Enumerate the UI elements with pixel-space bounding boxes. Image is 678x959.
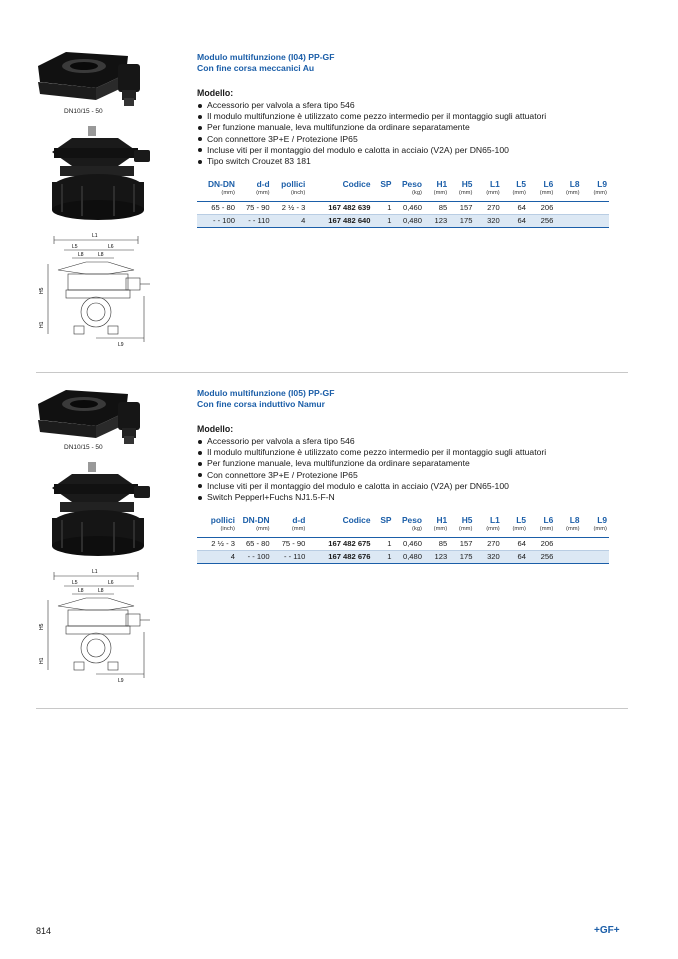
unit-cell: (mm)	[197, 190, 237, 202]
product-figures	[36, 40, 186, 360]
table-header: Codice	[342, 515, 371, 526]
unit-cell: (mm)	[474, 526, 501, 538]
product-title: Modulo multifunzione (I05) PP-GF	[197, 388, 335, 398]
table-cell: - - 110	[272, 551, 308, 564]
table-cell: 206	[528, 202, 555, 215]
table-row	[197, 551, 609, 564]
table-cell: 320	[474, 215, 501, 228]
table-cell: 175	[449, 215, 474, 228]
table-cell: 75 - 90	[272, 538, 308, 551]
unit-cell: (mm)	[555, 190, 581, 202]
list-item: Per funzione manuale, leva multifunzione da ordinare separatamente	[197, 458, 627, 469]
table-header: L8	[569, 179, 580, 190]
table-cell: 320	[474, 551, 501, 564]
table-cell: - - 100	[197, 215, 237, 228]
table-cell	[555, 202, 581, 215]
unit-cell: (mm)	[449, 190, 474, 202]
unit-cell: (mm)	[582, 526, 609, 538]
dim-label-l1: L1	[92, 233, 98, 239]
product-code-cell: 167 482 675	[307, 538, 372, 551]
table-header: SP	[380, 179, 392, 190]
table-header: pollici	[281, 179, 306, 190]
spec-table	[197, 515, 609, 564]
unit-cell	[307, 190, 372, 202]
table-row	[197, 538, 609, 551]
table-header: L5	[516, 515, 526, 526]
dn-size-label: DN10/15 - 50	[64, 444, 103, 451]
dim-label-l9: L9	[118, 342, 124, 348]
list-item: Con connettore 3P+E / Protezione IP65	[197, 470, 627, 481]
module-photo	[36, 48, 156, 110]
unit-cell: (mm)	[237, 190, 272, 202]
unit-cell: (mm)	[474, 190, 501, 202]
table-header: L1	[489, 179, 500, 190]
table-header: DN-DN	[207, 179, 235, 190]
unit-cell: (mm)	[502, 190, 528, 202]
table-header: d-d	[292, 515, 306, 526]
table-cell: 1	[373, 551, 394, 564]
section-divider	[36, 708, 628, 709]
table-header: SP	[380, 515, 392, 526]
table-cell: 270	[474, 538, 501, 551]
unit-cell: (mm)	[424, 190, 449, 202]
dim-label-l8a: L8	[78, 252, 84, 258]
table-row	[197, 202, 609, 215]
table-cell: 0,480	[394, 215, 424, 228]
table-header: DN-DN	[242, 515, 270, 526]
list-item: Incluse viti per il montaggio del modulo e calotta in acciaio (V2A) per DN65-100	[197, 145, 627, 156]
table-header: Peso	[401, 179, 422, 190]
unit-cell: (mm)	[272, 526, 308, 538]
spec-table	[197, 179, 609, 228]
table-header: H1	[436, 179, 448, 190]
dn-size-label: DN10/15 - 50	[64, 108, 103, 115]
dim-label-l6: L6	[108, 580, 114, 586]
table-header-row	[197, 515, 609, 526]
unit-cell: (mm)	[237, 526, 272, 538]
brand-logo: +GF+	[594, 925, 620, 936]
table-header: L8	[569, 515, 580, 526]
list-item: Switch Pepperl+Fuchs NJ1.5-F-N	[197, 492, 627, 503]
table-cell: 175	[449, 551, 474, 564]
table-header: Codice	[342, 179, 371, 190]
unit-cell: (mm)	[555, 526, 581, 538]
table-cell: 2 ½ - 3	[197, 538, 237, 551]
table-header: L6	[543, 515, 554, 526]
unit-cell: (mm)	[424, 526, 449, 538]
list-item: Per funzione manuale, leva multifunzione da ordinare separatamente	[197, 122, 627, 133]
table-cell	[555, 215, 581, 228]
table-cell: 85	[424, 538, 449, 551]
table-units-row	[197, 526, 609, 538]
table-cell: 256	[528, 215, 555, 228]
table-cell: 4	[197, 551, 237, 564]
valve-assembly-photo	[42, 458, 162, 558]
table-cell	[582, 202, 609, 215]
dim-label-h5: H5	[39, 287, 45, 294]
table-cell	[555, 538, 581, 551]
table-units-row	[197, 190, 609, 202]
table-cell: 64	[502, 215, 528, 228]
table-cell: 157	[449, 202, 474, 215]
module-photo	[36, 386, 156, 448]
table-header: L9	[597, 179, 607, 190]
table-cell	[555, 551, 581, 564]
table-cell: 75 - 90	[237, 202, 272, 215]
table-header: pollici	[210, 515, 235, 526]
table-cell: 65 - 80	[237, 538, 272, 551]
modello-heading: Modello:	[197, 424, 234, 434]
table-header: L5	[516, 179, 526, 190]
section-divider	[36, 372, 628, 373]
table-header: Peso	[401, 515, 422, 526]
table-header: H5	[461, 179, 473, 190]
dim-label-h1: H1	[39, 321, 45, 328]
valve-assembly-photo	[42, 122, 162, 222]
unit-cell: (mm)	[502, 526, 528, 538]
table-header: L1	[489, 515, 500, 526]
product-title: Modulo multifunzione (I04) PP-GF	[197, 52, 335, 62]
table-cell: 2 ½ - 3	[272, 202, 308, 215]
table-cell: - - 100	[237, 551, 272, 564]
dim-label-h1: H1	[39, 657, 45, 664]
product-figures	[36, 378, 186, 698]
table-cell: 0,460	[394, 202, 424, 215]
dim-label-l5: L5	[72, 580, 78, 586]
table-cell: 4	[272, 215, 308, 228]
unit-cell: (mm)	[449, 526, 474, 538]
table-cell: 256	[528, 551, 555, 564]
list-item: Il modulo multifunzione è utilizzato come pezzo intermedio per il montaggio sugli attuatori	[197, 447, 627, 458]
dimension-drawing	[38, 562, 158, 690]
unit-cell: (kg)	[394, 190, 424, 202]
table-cell: 85	[424, 202, 449, 215]
list-item: Il modulo multifunzione è utilizzato come pezzo intermedio per il montaggio sugli attuatori	[197, 111, 627, 122]
table-cell: 270	[474, 202, 501, 215]
table-header: H1	[436, 515, 448, 526]
unit-cell	[373, 190, 394, 202]
table-header: L6	[543, 179, 554, 190]
product-section-i05	[36, 378, 628, 708]
feature-list	[197, 436, 627, 503]
table-cell: 123	[424, 215, 449, 228]
unit-cell	[373, 526, 394, 538]
dim-label-l8b: L8	[98, 252, 104, 258]
table-cell	[582, 551, 609, 564]
table-header: L9	[597, 515, 607, 526]
list-item: Tipo switch Crouzet 83 181	[197, 156, 627, 167]
table-cell: 64	[502, 551, 528, 564]
list-item: Accessorio per valvola a sfera tipo 546	[197, 436, 627, 447]
product-subtitle: Con fine corsa induttivo Namur	[197, 399, 325, 409]
unit-cell: (mm)	[528, 190, 555, 202]
product-section-i04	[36, 40, 628, 372]
unit-cell: (mm)	[582, 190, 609, 202]
table-header: H5	[461, 515, 473, 526]
product-code-cell: 167 482 640	[307, 215, 372, 228]
dim-label-l5: L5	[72, 244, 78, 250]
dim-label-h5: H5	[39, 623, 45, 630]
dim-label-l8a: L8	[78, 588, 84, 594]
page-number: 814	[36, 926, 52, 936]
product-text	[197, 52, 627, 228]
list-item: Con connettore 3P+E / Protezione IP65	[197, 134, 627, 145]
table-cell: 206	[528, 538, 555, 551]
list-item: Accessorio per valvola a sfera tipo 546	[197, 100, 627, 111]
unit-cell: (mm)	[528, 526, 555, 538]
modello-heading: Modello:	[197, 88, 234, 98]
table-cell: 64	[502, 538, 528, 551]
unit-cell: (inch)	[272, 190, 308, 202]
unit-cell: (kg)	[394, 526, 424, 538]
table-cell: 64	[502, 202, 528, 215]
dim-label-l9: L9	[118, 678, 124, 684]
product-text	[197, 388, 627, 564]
unit-cell	[307, 526, 372, 538]
table-cell	[582, 215, 609, 228]
table-cell: - - 110	[237, 215, 272, 228]
table-cell: 65 - 80	[197, 202, 237, 215]
table-cell: 1	[373, 215, 394, 228]
table-row	[197, 215, 609, 228]
table-header: d-d	[256, 179, 270, 190]
product-subtitle: Con fine corsa meccanici Au	[197, 63, 315, 73]
product-code-cell: 167 482 639	[307, 202, 372, 215]
table-cell: 123	[424, 551, 449, 564]
dimension-drawing	[38, 226, 158, 354]
table-cell: 0,480	[394, 551, 424, 564]
feature-list	[197, 100, 627, 167]
table-cell: 1	[373, 538, 394, 551]
dim-label-l8b: L8	[98, 588, 104, 594]
table-cell	[582, 538, 609, 551]
product-code-cell: 167 482 676	[307, 551, 372, 564]
list-item: Incluse viti per il montaggio del modulo e calotta in acciaio (V2A) per DN65-100	[197, 481, 627, 492]
dim-label-l1: L1	[92, 569, 98, 575]
dim-label-l6: L6	[108, 244, 114, 250]
table-cell: 0,460	[394, 538, 424, 551]
table-header-row	[197, 179, 609, 190]
table-cell: 1	[373, 202, 394, 215]
table-cell: 157	[449, 538, 474, 551]
unit-cell: (inch)	[197, 526, 237, 538]
